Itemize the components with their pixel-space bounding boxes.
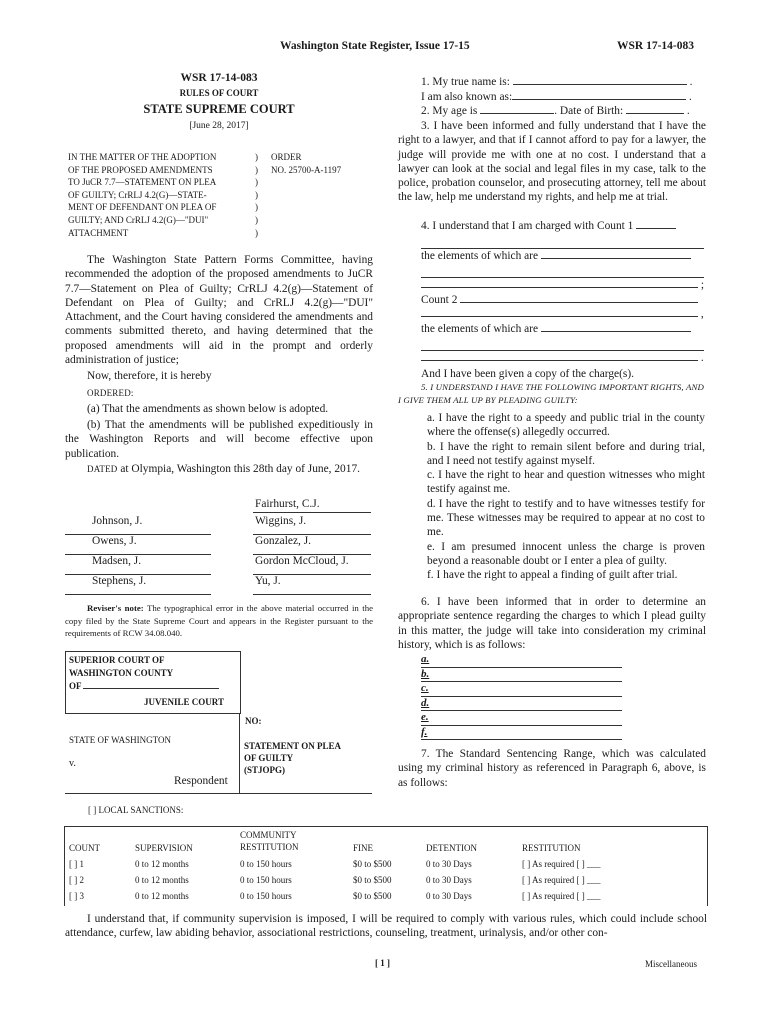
right-item: b. I have the right to remain silent before and during trial, and I need not testify against myself. [427,440,705,467]
cell: 0 to 30 Days [426,859,472,869]
court-box-bottom [65,713,239,714]
superior-court: SUPERIOR COURT OF [69,655,165,665]
col-header: SUPERVISION [135,843,193,853]
justice-signature: Owens, J. [65,535,211,555]
dated-line [65,462,373,476]
dob-field[interactable] [626,113,684,114]
county: WASHINGTON COUNTY [69,668,174,678]
justice-signature: Gonzalez, J. [253,535,371,555]
count-2-line [421,293,698,307]
restitution-cell[interactable]: [ ] As required [ ] ___ [522,859,601,869]
elements-2-field[interactable] [541,331,691,332]
order-number-block [271,151,341,176]
order-paragraph: The Washington State Pattern Forms Committee, having recommended the adoption of the proposed amendments to JuCR 7.7—Statement on Plea of Guilty; CrRLJ 4.2(g)—Statement of Defendant on Plea of Guilty; and CrRLJ 4.2(g)—"DUI" Attachment, and the Court having considered the amendments and comments submitted thereto, and having determined that the proposed amendments will aid in the prompt and orderly administration of justice; [65,254,373,367]
right-item: d. I have the right to testify and to have witnesses testify for me. These witnesses may be required to appear at no cost to me. [427,497,705,539]
form-title [244,740,341,776]
rights-list [427,411,705,583]
cell: 0 to 12 months [135,859,189,869]
order-item-a: (a) That the amendments as shown below is adopted. [87,403,329,415]
form-title-line: (STJOPG) [244,765,286,775]
history-line[interactable]: a. [421,653,622,668]
court-name-block [69,654,219,693]
count-2-blank[interactable] [421,316,698,317]
cell: 0 to 150 hours [240,859,292,869]
table-row [65,871,707,887]
paren: ) [255,214,258,225]
left-heading [65,72,373,131]
count-checkbox[interactable]: [ ] 3 [69,891,84,901]
aka-label: I am also known as: [421,91,513,103]
cell: 0 to 30 Days [426,875,472,885]
order-date: [June 28, 2017] [189,121,249,131]
respondent-label: Respondent [174,775,228,787]
paren: ) [255,177,258,188]
case-caption [68,151,258,239]
count-1-field[interactable] [636,228,676,229]
cell: $0 to $500 [353,891,392,901]
dob-label: . Date of Birth: [554,105,624,117]
col-header: COMMUNITY RESTITUTION [240,830,299,852]
table-row [65,855,707,871]
count-checkbox[interactable]: [ ] 2 [69,875,84,885]
judges-right [253,515,371,595]
revisers-note [65,602,373,640]
history-line[interactable]: c. [421,682,622,697]
supervision-paragraph: I understand that, if community supervision is imposed, I will be required to comply with various rules, which could include school attendance, curfew, law abiding behavior, associational restrictions, counseling, treatment, urinalysis, and/or other con- [65,913,707,940]
col-header: FINE [353,843,373,853]
county-of-line [69,680,219,693]
elements-2-blank[interactable] [421,336,704,351]
revisers-note-label: Reviser's note: [87,603,144,613]
col-header: COUNT [69,843,100,853]
elements-label: the elements of which are [421,323,539,335]
now-therefore: Now, therefore, it is hereby [87,370,212,382]
caption-line: MENT OF DEFENDANT ON PLEA OF [68,202,217,213]
count-1-label: 4. I understand that I am charged with Count 1 [421,220,634,232]
county-blank[interactable] [83,688,219,689]
paragraph-3: 3. I have been informed and fully understand that I have the right to a lawyer, and that if I cannot afford to pay for a lawyer, the judge will provide me with one at no cost. I understand that a lawyer can look at the social and legal files in my case, talk to the police, probation counselor, and prosecuting attorney, tell me about the law, help me understand my rights, and help me at trial. [398,120,706,204]
elements-1-blank[interactable] [421,263,704,278]
state-of-washington: STATE OF WASHINGTON [69,735,171,745]
justice-signature: Stephens, J. [65,575,211,595]
count-2-label: Count 2 [421,294,458,306]
elements-1-line [421,249,691,263]
paren: ) [255,227,258,238]
col-header: DETENTION [426,843,477,853]
true-name-field[interactable] [513,84,687,85]
court-name: STATE SUPREME COURT [143,102,295,116]
of-label: OF [69,681,82,691]
sanctions-table [65,827,707,903]
form-title-line: OF GUILTY [244,753,294,763]
right-item: c. I have the right to hear and question witnesses who might testify against me. [427,469,705,496]
cell: 0 to 30 Days [426,891,472,901]
table-row [65,887,707,903]
right-item: a. I have the right to a speedy and public trial in the county where the offense(s) allegedly occurred. [427,412,705,439]
aka-line: I am also known as: . [421,91,692,103]
sanctions-header-row [65,827,707,855]
judges-left [65,515,211,595]
caption-line: ATTACHMENT [68,227,129,238]
paren: ) [255,164,258,175]
cell: $0 to $500 [353,875,392,885]
case-no-label: NO: [245,716,262,726]
elements-1-end: ; [421,278,704,292]
paragraph-6: 6. I have been informed that in order to determine an appropriate sentence regarding the charges to which I plead guilty in this matter, the judge will take into consideration my criminal history, which is as follows: [398,596,706,651]
justice-signature: Madsen, J. [65,555,211,575]
aka-field[interactable] [512,99,686,100]
section-name: Miscellaneous [645,959,697,969]
order-item-b: (b) That the amendments will be published expeditiously in the Washington Reports and will become effective upon publication. [65,419,373,460]
caption-line: OF THE PROPOSED AMENDMENTS [68,164,213,175]
true-name-line: 1. My true name is: . [421,76,693,88]
order-number: NO. 25700-A-1197 [271,164,342,175]
rules-of-court: RULES OF COURT [179,88,259,98]
age-label: 2. My age is [421,105,478,117]
restitution-cell[interactable]: [ ] As required [ ] ___ [522,891,601,901]
history-line[interactable]: d. [421,697,622,712]
cell: 0 to 12 months [135,875,189,885]
elements-1-field[interactable] [541,258,691,259]
count-2-continued: , [421,307,704,321]
count-1-line [421,219,676,233]
count-1-continued[interactable] [421,234,704,249]
cell: 0 to 150 hours [240,875,292,885]
signature-name: Fairhurst, C.J. [255,498,320,510]
paren: ) [255,152,258,162]
age-line: 2. My age is . Date of Birth: . [421,105,690,117]
justice-signature: Yu, J. [253,575,371,595]
history-line[interactable]: b. [421,668,622,683]
true-name-label: 1. My true name is: [421,76,510,88]
justice-signature: Wiggins, J. [253,515,371,535]
age-field[interactable] [480,113,554,114]
justice-signature: Johnson, J. [65,515,211,535]
elements-2-end: . [421,351,704,365]
ordered-label: ORDERED: [87,388,134,398]
chief-justice [253,498,371,513]
order-label: ORDER [271,152,302,162]
history-line[interactable]: f. [421,726,622,741]
elements-2-blank-end[interactable] [421,360,698,361]
cell: 0 to 150 hours [240,891,292,901]
running-header: Washington State Register, Issue 17-15 [280,40,470,52]
juvenile-court: JUVENILE COURT [144,697,224,707]
paragraph-7: 7. The Standard Sentencing Range, which was calculated using my criminal history as referenced in Paragraph 6, above, is as follows: [398,748,706,789]
form-bottom-rule [65,793,372,794]
criminal-history-list [421,653,622,740]
versus: v. [69,758,76,769]
sanctions-table-wrap [65,827,707,903]
caption-line: GUILTY; AND CrRLJ 4.2(G)—"DUI" [68,214,209,225]
history-line[interactable]: e. [421,711,622,726]
restitution-cell[interactable]: [ ] As required [ ] ___ [522,875,601,885]
elements-label: the elements of which are [421,250,539,262]
form-title-line: STATEMENT ON PLEA [244,741,342,751]
wsr-number: WSR 17-14-083 [180,72,258,84]
caption-line: IN THE MATTER OF THE ADOPTION [68,152,217,162]
page-number: [ 1 ] [375,958,390,968]
cell: $0 to $500 [353,859,392,869]
elements-2-line [421,322,691,336]
right-item: f. I have the right to appeal a finding of guilt after trial. [427,569,678,582]
paragraph-5-heading: 5. I UNDERSTAND I HAVE THE FOLLOWING IMPORTANT RIGHTS, AND I GIVE THEM ALL UP BY PLEADING GUILTY: [398,382,705,405]
count-2-field[interactable] [460,302,698,303]
dated-label: DATED [87,464,118,474]
paren: ) [255,189,258,200]
paren: ) [255,202,258,213]
cell: 0 to 12 months [135,891,189,901]
right-item: e. I am presumed innocent unless the charge is proven beyond a reasonable doubt or I enter a plea of guilty. [427,540,705,567]
dated-text: at Olympia, Washington this 28th day of June, 2017. [117,463,360,475]
caption-parens [255,151,258,239]
elements-1-blank-end[interactable] [421,287,698,288]
signature-line [253,512,371,513]
running-header-wsr: WSR 17-14-083 [617,40,694,52]
caption-line: OF GUILTY; CrRLJ 4.2(G)—STATE- [68,189,207,200]
charges-copy: And I have been given a copy of the charge(s). [421,368,634,380]
justice-signature: Gordon McCloud, J. [253,555,371,575]
count-checkbox[interactable]: [ ] 1 [69,859,84,869]
revisers-note-text: The typographical error in the above material occurred in the copy filed by the State Supreme Court and appears in the Register pursuant to the requirements of RCW 34.08.040. [65,603,373,638]
local-sanctions-label: [ ] LOCAL SANCTIONS: [88,805,184,815]
col-header: RESTITUTION [522,843,581,853]
caption-line: TO JuCR 7.7—STATEMENT ON PLEA [68,177,217,188]
